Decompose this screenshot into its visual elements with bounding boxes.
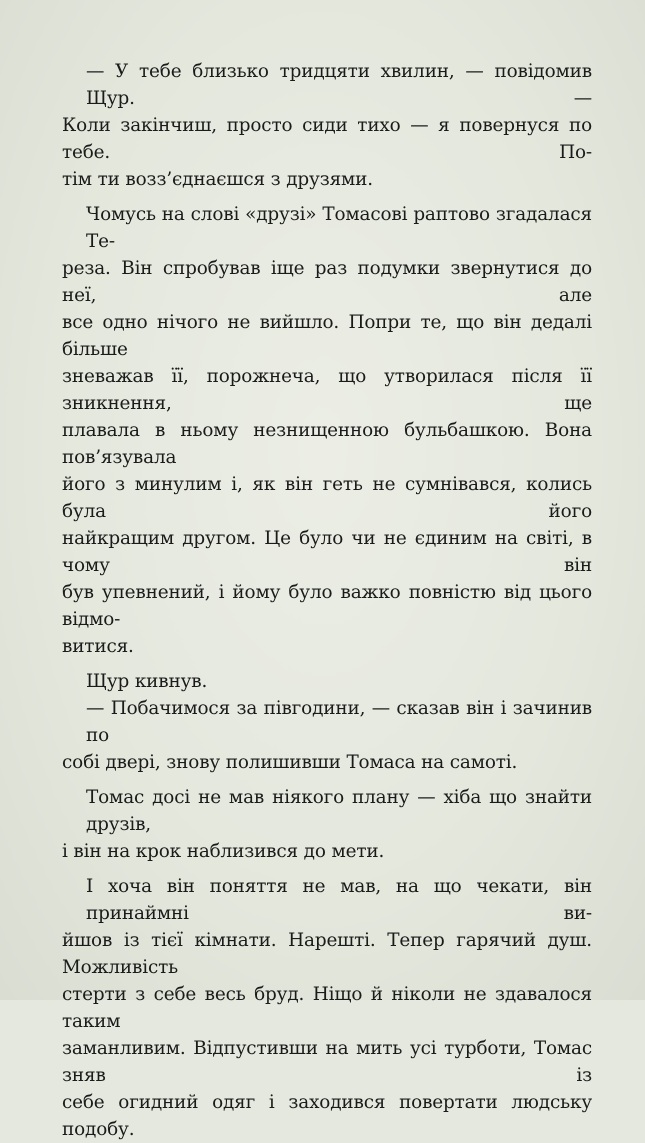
text-line: йшов із тієї кімнати. Нарешті. Тепер гарячий душ. Можливість xyxy=(62,930,592,978)
paragraph-3 xyxy=(62,668,592,695)
text-line: найкращим другом. Це було чи не єдиним на світі, в чому він xyxy=(62,528,592,576)
text-line: Щур кивнув. xyxy=(86,671,208,692)
text-line: собі двері, знову полишивши Томаса на самоті. xyxy=(62,752,518,773)
text-line: був упевнений, і йому було важко повністю від цього відмо- xyxy=(62,582,592,630)
text-line: заманливим. Відпустивши на мить усі турботи, Томас зняв із xyxy=(62,1038,592,1086)
text-line: плавала в ньому незнищенною бульбашкою. Вона пов’язувала xyxy=(62,420,592,468)
text-line: витися. xyxy=(62,636,134,657)
text-line: — У тебе близько тридцяти хвилин, — повідомив Щур. — xyxy=(86,61,592,109)
paragraph-2 xyxy=(62,201,592,660)
text-line: реза. Він спробував іще раз подумки звернутися до неї, але xyxy=(62,258,592,306)
text-line: Томас досі не мав ніякого плану — хіба що знайти друзів, xyxy=(86,787,592,835)
paragraph-1 xyxy=(62,58,592,193)
text-line: — Побачимося за півгодини, — сказав він і зачинив по xyxy=(86,698,592,746)
text-line: І хоча він поняття не мав, на що чекати, він принаймні ви- xyxy=(86,876,592,924)
text-line: себе огидний одяг і заходився повертати людську подобу. xyxy=(62,1092,592,1140)
text-line: все одно нічого не вийшло. Попри те, що він дедалі більше xyxy=(62,312,592,360)
body-text xyxy=(62,58,592,1143)
text-line: Чомусь на слові «друзі» Томасові раптово згадалася Те- xyxy=(86,204,592,252)
text-line: зневажав її, порожнеча, що утворилася після її зникнення, ще xyxy=(62,366,592,414)
paragraph-5 xyxy=(62,784,592,865)
paragraph-6 xyxy=(62,873,592,1143)
text-line: стерти з себе весь бруд. Ніщо й ніколи не здавалося таким xyxy=(62,984,592,1032)
text-line: Коли закінчиш, просто сиди тихо — я повернуся по тебе. По- xyxy=(62,115,592,163)
text-line: його з минулим і, як він геть не сумнівався, колись була його xyxy=(62,474,592,522)
paragraph-4 xyxy=(62,695,592,776)
text-line: тім ти возз’єднаєшся з друзями. xyxy=(62,169,373,190)
text-line: і він на крок наблизився до мети. xyxy=(62,841,385,862)
